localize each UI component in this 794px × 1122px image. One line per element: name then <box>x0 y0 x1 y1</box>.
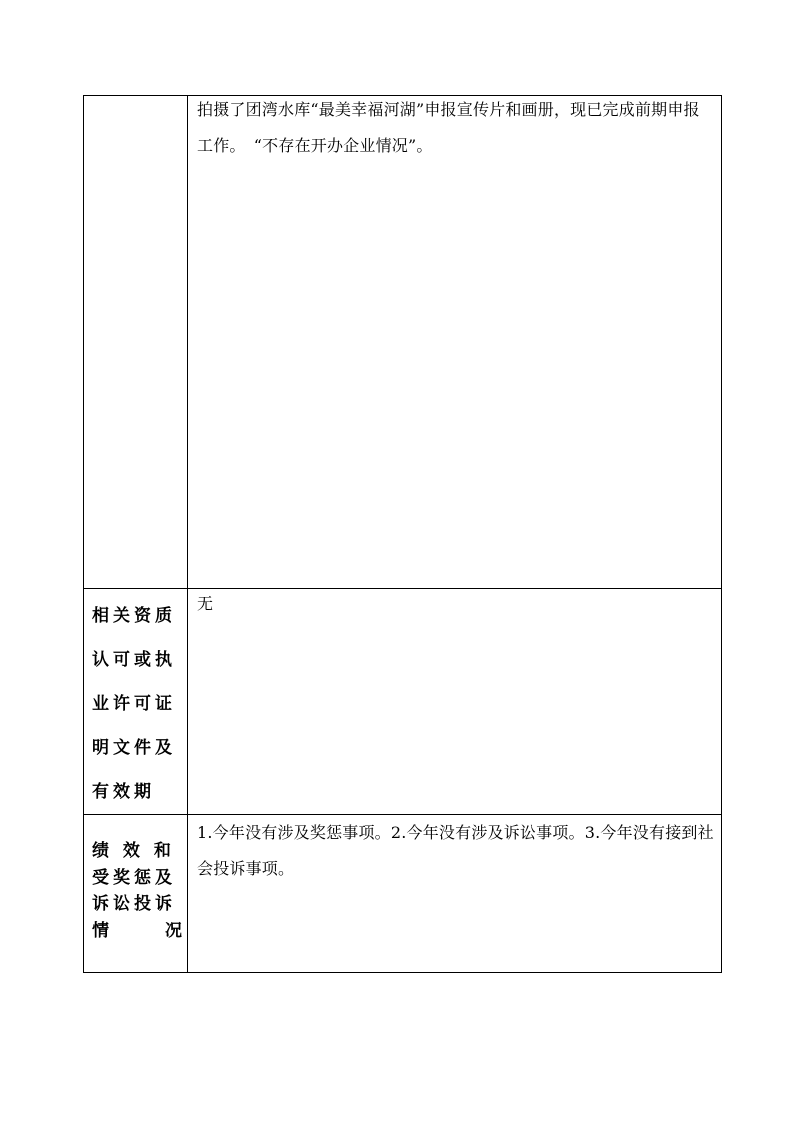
qualification-label-line-3: 业许可证 <box>92 694 176 714</box>
content-cell-qualification <box>188 589 722 815</box>
performance-label-char-1: 情 <box>92 920 109 941</box>
table-row-qualification <box>84 589 722 815</box>
performance-label-line-2: 受奖惩及 <box>92 867 176 888</box>
performance-label-line-3: 诉讼投诉 <box>92 894 176 914</box>
performance-label-char-2: 况 <box>165 920 182 941</box>
qualification-label-line-4: 明文件及 <box>92 738 176 758</box>
qualification-content-text: 无 <box>197 594 214 613</box>
qualification-label-line-1: 相关资质 <box>92 606 176 626</box>
project-description-text: 拍摄了团湾水库“最美幸福河湖”申报宣传片和画册，现已完成前期申报工作。 “不存在开办企业情况”。 <box>197 100 700 155</box>
label-cell-qualification <box>84 589 188 815</box>
report-form-table <box>83 95 722 973</box>
table-row-project-description <box>84 96 722 589</box>
qualification-label-line-5: 有效期 <box>92 782 155 802</box>
content-cell-performance <box>188 815 722 973</box>
label-cell-empty <box>84 96 188 589</box>
performance-content-text: 1.今年没有涉及奖惩事项。2.今年没有涉及诉讼事项。3.今年没有接到社会投诉事项。 <box>197 823 714 878</box>
table-row-performance <box>84 815 722 973</box>
label-cell-performance <box>84 815 188 973</box>
content-cell-project-description <box>188 96 722 589</box>
performance-label-line-4 <box>92 918 182 945</box>
qualification-label-line-2: 认可或执 <box>92 650 176 670</box>
performance-label-line-1: 绩 效 和 <box>92 841 175 861</box>
